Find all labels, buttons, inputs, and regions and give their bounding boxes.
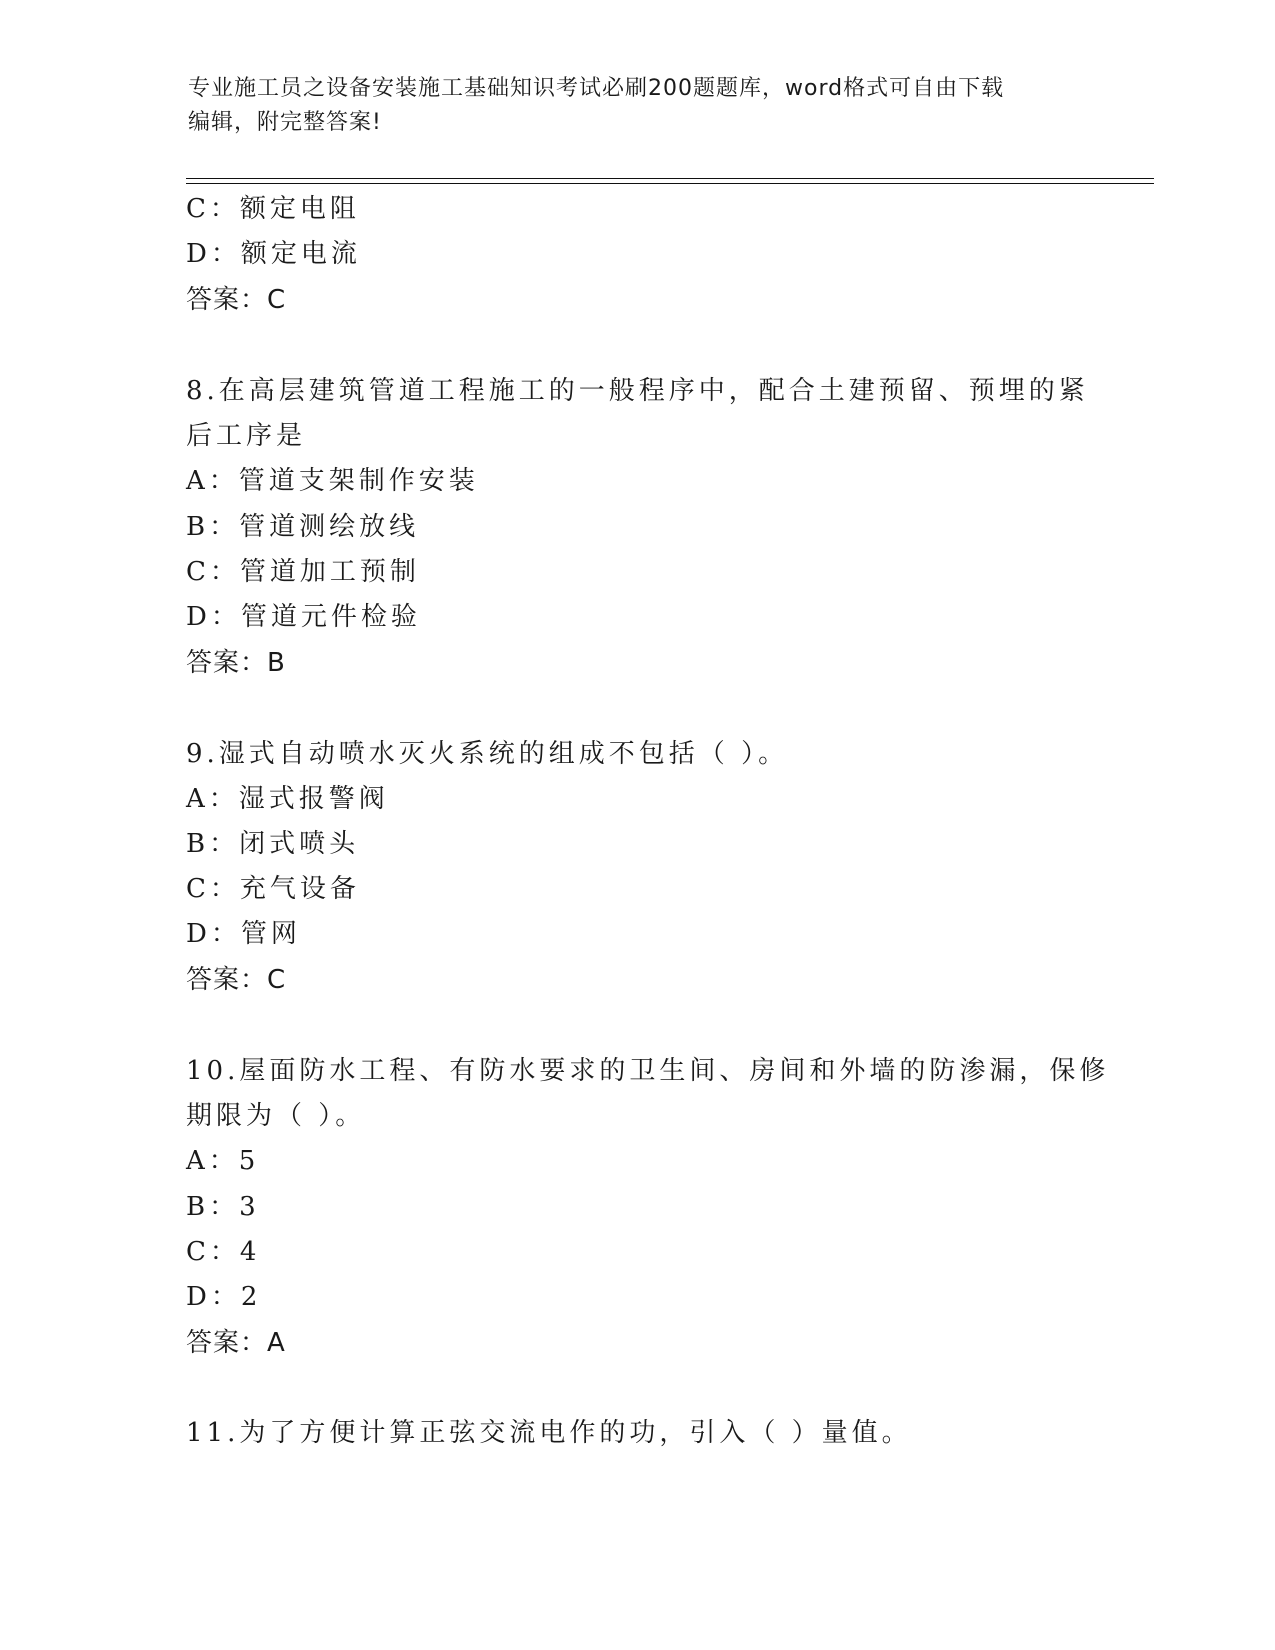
q10-question-line-1: 10.屋面防水工程、有防水要求的卫生间、房间和外墙的防渗漏，保修: [186, 1056, 1110, 1086]
q9-answer: 答案：C: [186, 965, 287, 995]
q9-option-b: B：闭式喷头: [186, 829, 360, 859]
q7-answer: 答案：C: [186, 285, 287, 315]
q10-answer: 答案：A: [186, 1328, 286, 1358]
q8-option-b: B：管道测绘放线: [186, 512, 420, 542]
q8-question-line-2: 后工序是: [186, 421, 307, 451]
header-divider-bottom: [186, 183, 1154, 184]
q7-option-d: D：额定电流: [186, 239, 361, 269]
document-header: [188, 72, 1068, 140]
q8-option-d: D：管道元件检验: [186, 602, 421, 632]
q10-option-a: A：5: [186, 1146, 260, 1176]
q8-option-a: A：管道支架制作安装: [186, 466, 479, 496]
q9-option-a: A：湿式报警阀: [186, 784, 389, 814]
q8-answer: 答案：B: [186, 648, 286, 678]
q9-question-line-1: 9.湿式自动喷水灭火系统的组成不包括（ ）。: [186, 739, 789, 769]
header-title-line-2: 编辑，附完整答案!: [188, 110, 382, 135]
header-divider-top: [186, 178, 1154, 179]
q10-option-b: B：3: [186, 1192, 260, 1222]
q7-option-c: C：额定电阻: [186, 194, 360, 224]
q8-option-c: C：管道加工预制: [186, 557, 420, 587]
q10-option-c: C：4: [186, 1237, 261, 1267]
q11-question-line-1: 11.为了方便计算正弦交流电作的功，引入（ ）量值。: [186, 1418, 912, 1448]
q9-option-c: C：充气设备: [186, 874, 360, 904]
header-title-line-1: 专业施工员之设备安装施工基础知识考试必刷200题题库，word格式可自由下载: [188, 76, 1005, 101]
q9-option-d: D：管网: [186, 919, 301, 949]
q8-question-line-1: 8.在高层建筑管道工程施工的一般程序中，配合土建预留、预埋的紧: [186, 376, 1089, 406]
q10-option-d: D：2: [186, 1282, 262, 1312]
q10-question-line-2: 期限为（ ）。: [186, 1101, 366, 1131]
